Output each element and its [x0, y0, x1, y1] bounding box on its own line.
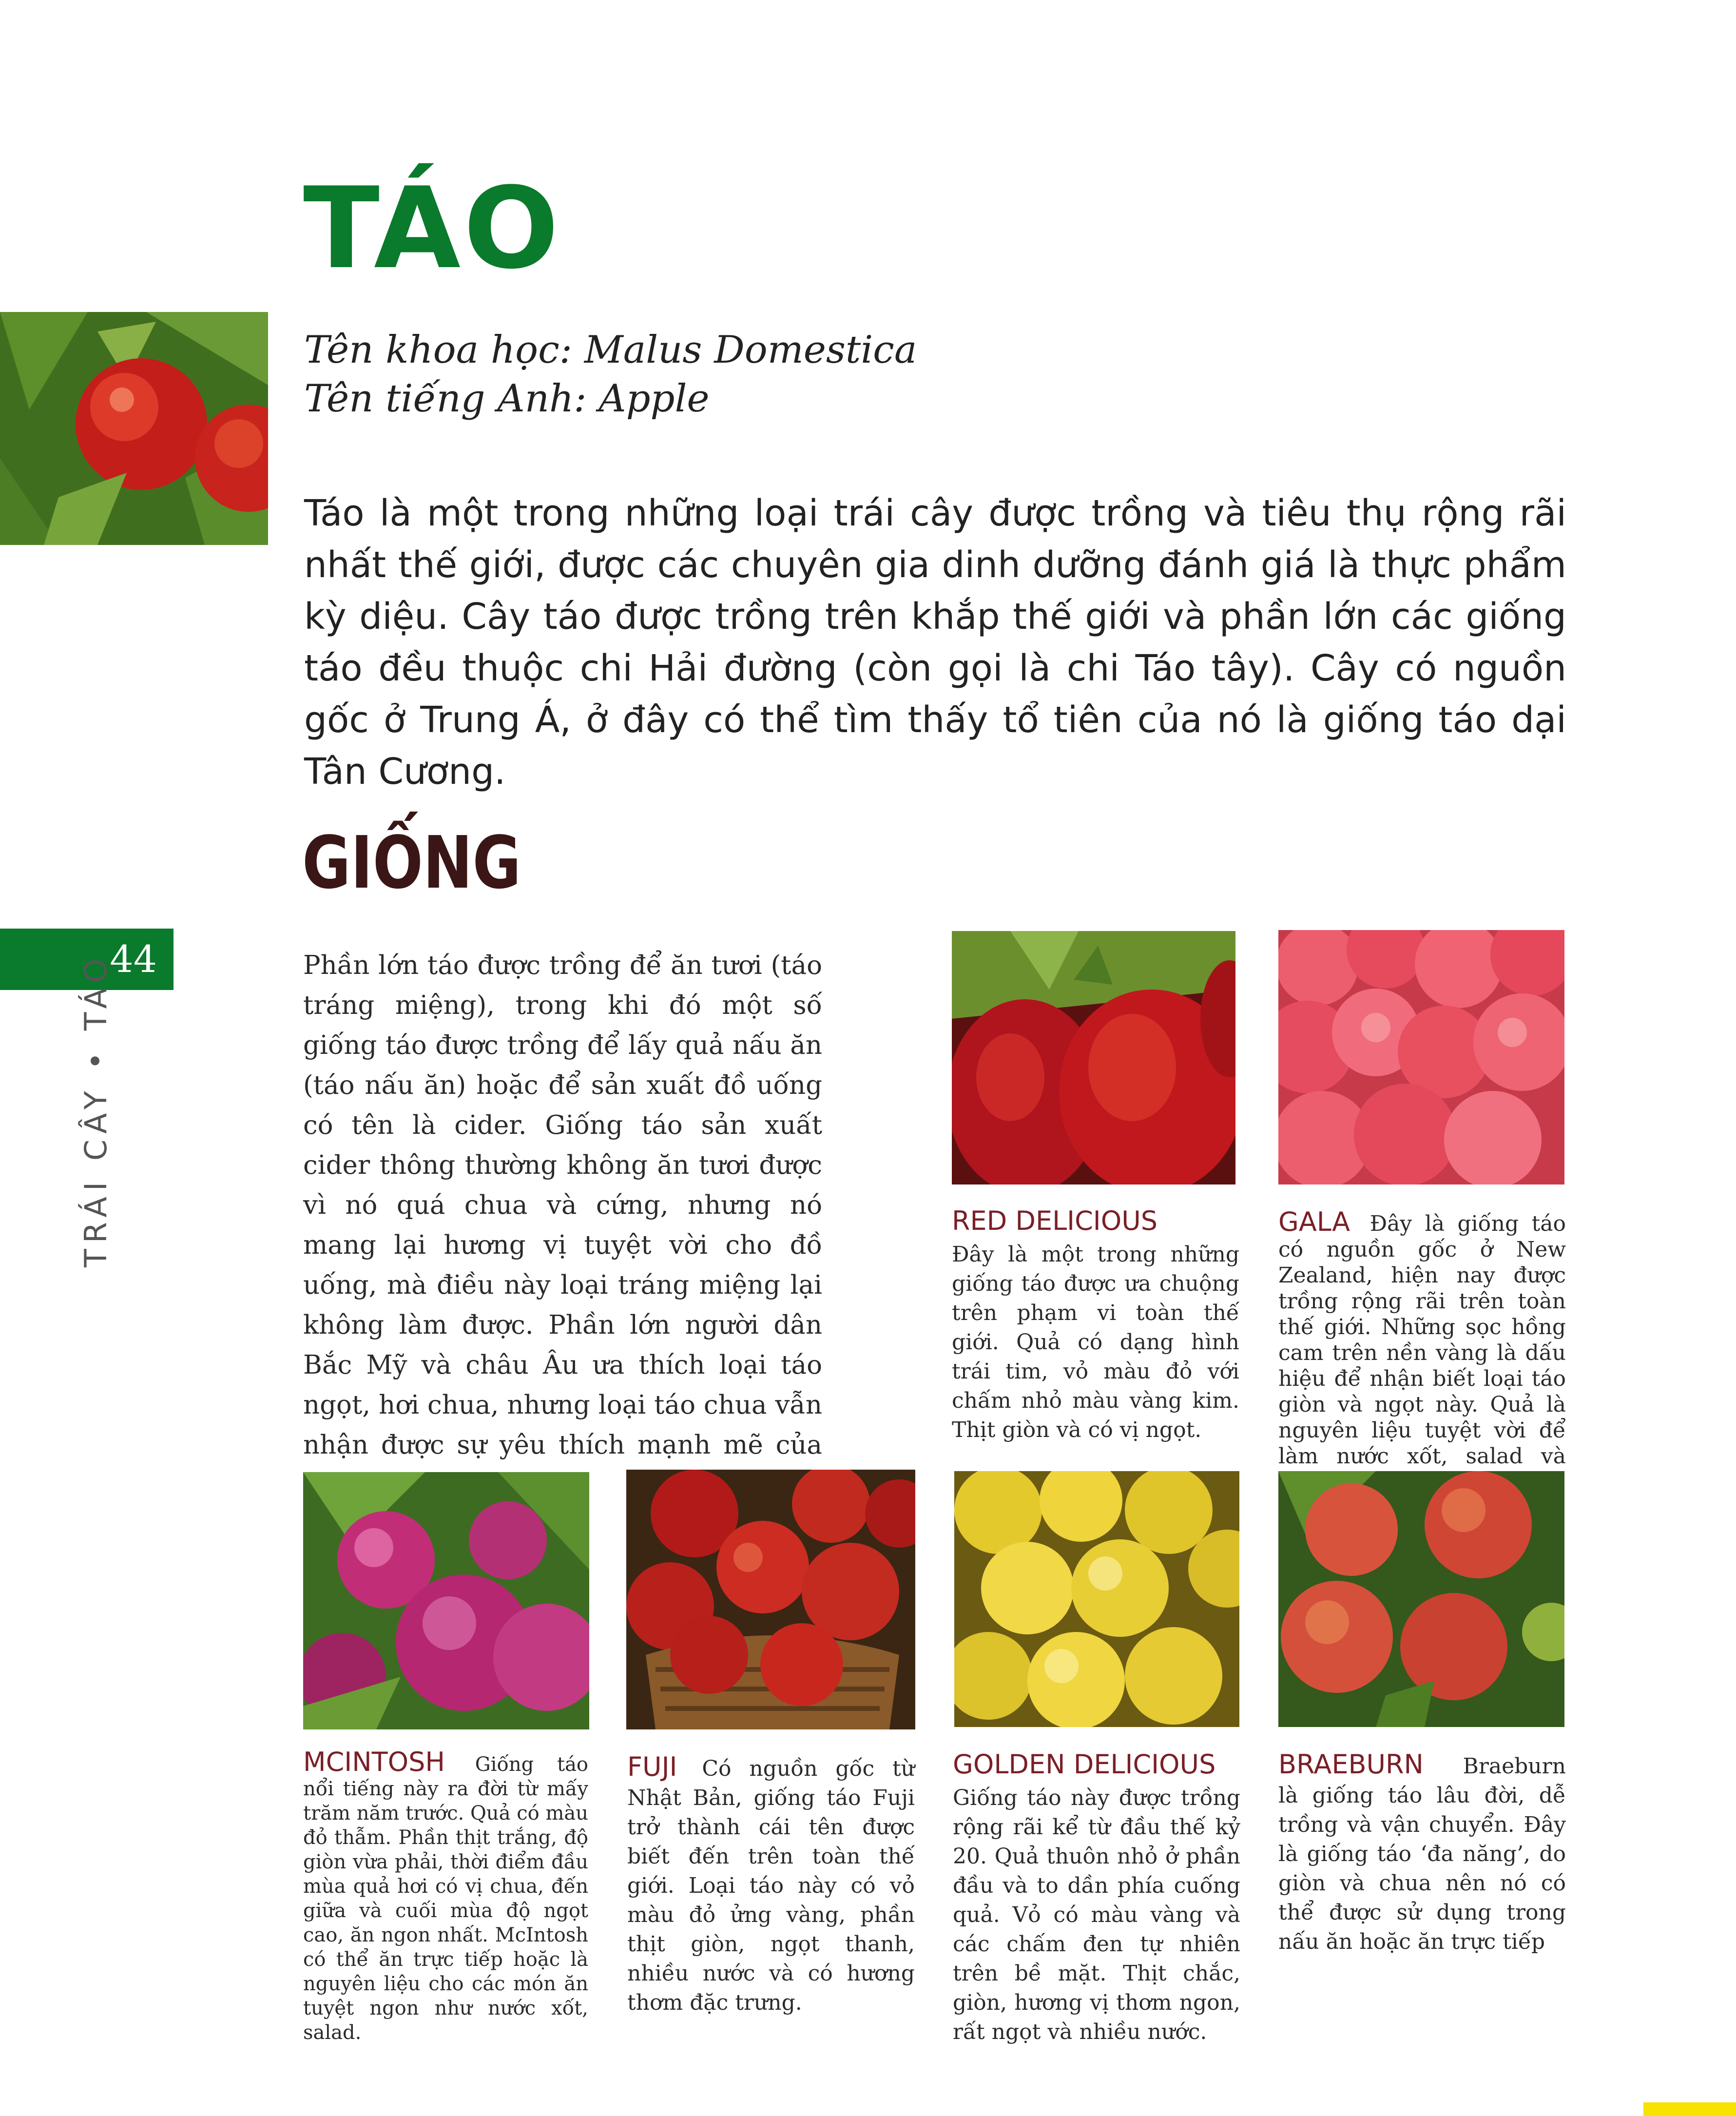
scientific-name: Tên khoa học: Malus Domestica — [304, 328, 917, 372]
intro-paragraph: Táo là một trong những loại trái cây được trồng và tiêu thụ rộng rãi nhất thế giới, được các chuyên gia dinh dưỡng đánh giá là thực phẩm kỳ diệu. Cây táo được trồng trên khắp thế giới và phần lớn các giống táo đều thuộc chi Hải đường (còn gọi là chi Táo tây). Cây có nguồn gốc ở Trung Á, ở đây có thể tìm thấy tổ tiên của nó là giống táo dại Tân Cương. — [304, 492, 1566, 793]
golden-delicious-text: Giống táo này được trồng rộng rãi kể từ đầu thế kỷ 20. Quả thuôn nhỏ ở phần đầu và to dần phía cuống quả. Vỏ có màu vàng và các chấm đen tự nhiên trên bề mặt. Thịt chắc, giòn, hương vị thơm ngon, rất ngọt và nhiều nước. — [953, 1786, 1240, 2044]
braeburn-text: Braeburn là giống táo lâu đời, dễ trồng và vận chuyển. Đây là giống táo ‘đa năng’, do giòn và chua nên nó có thể được sử dụng trong nấu ăn hoặc ăn trực tiếp — [1278, 1754, 1566, 1954]
page-title: TÁO — [303, 164, 562, 294]
braeburn-caption — [1278, 1750, 1566, 1957]
gala-name: GALA — [1278, 1206, 1350, 1237]
english-name: Tên tiếng Anh: Apple — [304, 377, 710, 421]
varieties-intro: Phần lớn táo được trồng để ăn tươi (táo tráng miệng), trong khi đó một số giống táo được trồng để lấy quả nấu ăn (táo nấu ăn) hoặc để sản xuất đồ uống có tên là cider. Giống táo sản xuất cider thông thường không ăn tươi được vì nó quá chua và cứng, nhưng nó mang lại hương vị tuyệt vời cho đồ uống, mà điều này loại tráng miệng lại không làm được. Phần lớn người dân Bắc Mỹ và châu Âu ưa thích loại táo ngọt, hơi chua, nhưng loại táo chua vẫn nhận được sự yêu thích mạnh mẽ của — [303, 951, 822, 1460]
fuji-caption — [627, 1752, 915, 2018]
fuji-name: FUJI — [627, 1751, 677, 1782]
page-number: 44 — [110, 937, 157, 981]
mcintosh-caption — [303, 1747, 588, 2045]
braeburn-name: BRAEBURN — [1278, 1749, 1424, 1780]
running-header: TRÁI CÂY • TÁO — [78, 953, 114, 1267]
red-delicious-text: Đây là một trong những giống táo được ưa chuộng trên phạm vi toàn thế giới. Quả có dạng hình trái tim, vỏ màu đỏ với chấm nhỏ màu vàng kim. Thịt giòn và có vị ngọt. — [952, 1242, 1239, 1442]
mcintosh-name: MCINTOSH — [303, 1747, 445, 1777]
gala-text: Đây là giống táo có nguồn gốc ở New Zealand, hiện nay được trồng rộng rãi trên toàn thế giới. Những sọc hồng cam trên nền vàng là dấu hiệu để nhận biết loại táo giòn và ngọt này. Quả là nguyên liệu tuyệt vời để làm nước xốt, salad và — [1278, 1211, 1566, 1469]
golden-delicious-photo — [954, 1471, 1239, 1727]
red-delicious-photo — [952, 931, 1235, 1184]
gala-photo — [1278, 930, 1564, 1184]
golden-delicious-caption — [953, 1747, 1240, 2047]
mcintosh-text: Giống táo nổi tiếng này ra đời từ mấy trăm năm trước. Quả có màu đỏ thẫm. Phần thịt trắng, độ giòn vừa phải, thời điểm đầu mùa quả hơi có vị chua, đến giữa và cuối mùa độ ngọt cao, ăn ngon nhất. McIntosh có thể ăn trực tiếp hoặc là nguyên liệu cho các món ăn tuyệt ngon như nước xốt, salad. — [303, 1753, 588, 2044]
fruit-meta — [304, 326, 917, 423]
fuji-text: Có nguồn gốc từ Nhật Bản, giống táo Fuji trở thành cái tên được biết đến trên toàn thế giới. Loại táo này có vỏ màu đỏ ửng vàng, phần thịt giòn, ngọt thanh, nhiều nước và có hương thơm đặc trưng. — [627, 1756, 915, 2015]
red-delicious-caption — [952, 1204, 1239, 1445]
corner-accent — [1643, 2102, 1736, 2116]
fuji-photo — [626, 1470, 915, 1729]
mcintosh-photo — [303, 1472, 589, 1729]
gala-caption — [1278, 1206, 1566, 1495]
section-heading: GIỐNG — [302, 821, 521, 905]
braeburn-photo — [1278, 1471, 1564, 1727]
apple-tree-photo — [0, 312, 268, 545]
red-delicious-name: RED DELICIOUS — [952, 1205, 1158, 1236]
golden-delicious-name: GOLDEN DELICIOUS — [953, 1749, 1216, 1780]
